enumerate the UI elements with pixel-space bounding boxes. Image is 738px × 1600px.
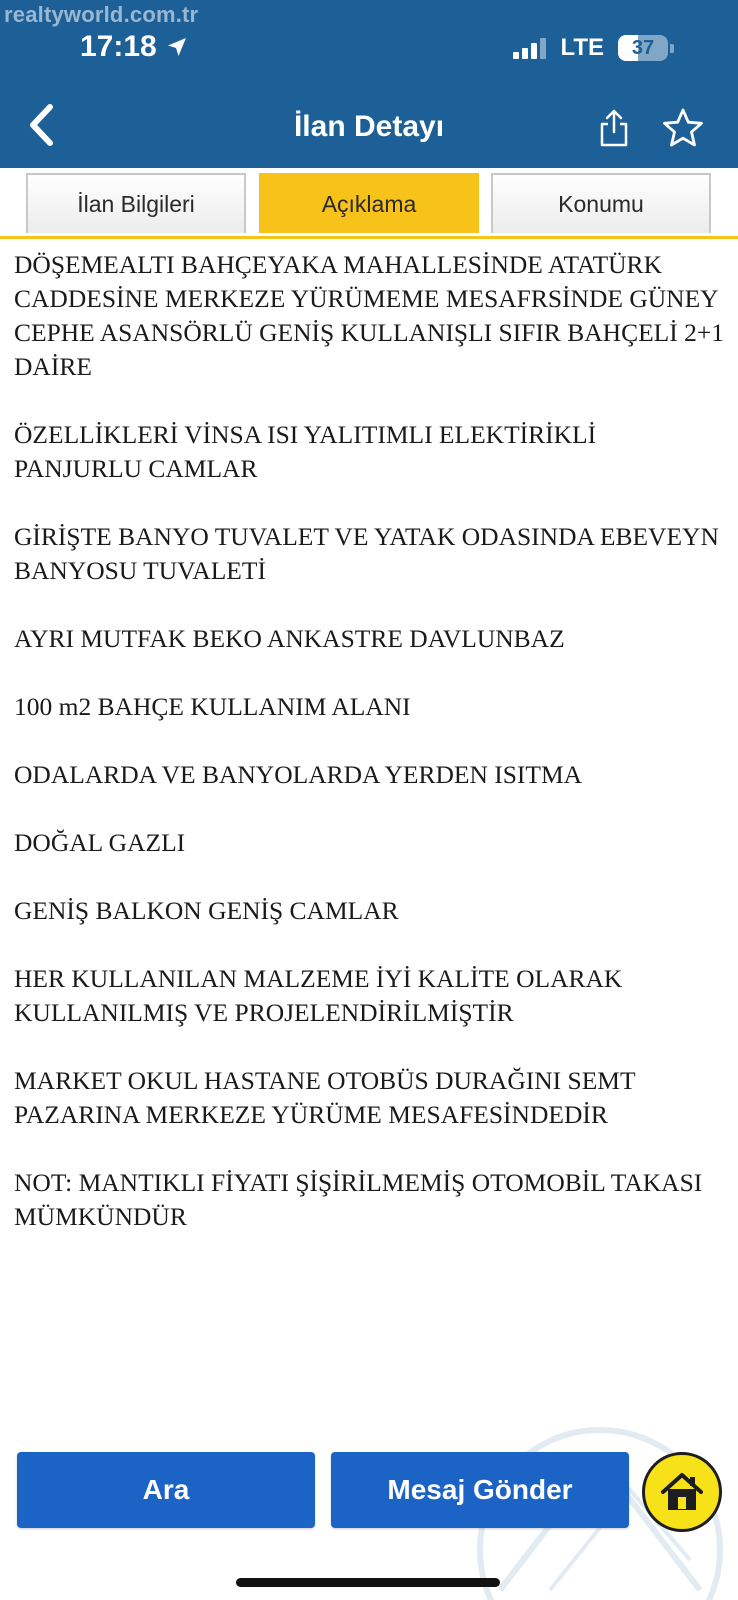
description-paragraph: NOT: MANTIKLI FİYATI ŞİŞİRİLMEMİŞ OTOMOBİL TAKASI MÜMKÜNDÜR — [14, 1168, 703, 1231]
home-button[interactable] — [642, 1452, 722, 1532]
nav-bar — [0, 92, 738, 166]
tab-ilan-bilgileri[interactable]: İlan Bilgileri — [26, 173, 246, 233]
tab-konumu[interactable]: Konumu — [491, 173, 711, 233]
home-icon — [657, 1467, 707, 1517]
home-indicator — [236, 1578, 500, 1587]
tab-bar — [0, 168, 738, 239]
description-paragraph: DOĞAL GAZLI — [14, 828, 186, 857]
tab-aciklama[interactable]: Açıklama — [259, 173, 479, 233]
battery-level: 37 — [631, 36, 655, 59]
description-paragraph: ODALARDA VE BANYOLARDA YERDEN ISITMA — [14, 760, 583, 789]
favorite-button[interactable] — [660, 104, 706, 152]
description-paragraph: ÖZELLİKLERİ VİNSA ISI YALITIMLI ELEKTİRİKLİ PANJURLU CAMLAR — [14, 420, 597, 483]
description-paragraph: MARKET OKUL HASTANE OTOBÜS DURAĞINI SEMT PAZARINA MERKEZE YÜRÜME MESAFESİNDEDİR — [14, 1066, 636, 1129]
battery-icon — [618, 35, 668, 61]
watermark: realtyworld.com.tr — [4, 2, 199, 27]
share-icon — [598, 108, 630, 148]
status-time-text: 17:18 — [80, 30, 157, 63]
network-label: LTE — [560, 34, 604, 61]
status-time — [80, 30, 189, 64]
description-paragraph: DÖŞEMEALTI BAHÇEYAKA MAHALLESİNDE ATATÜRK CADDESİNE MERKEZE YÜRÜMEME MESAFRSİNDE GÜNEY CEPHE ASANSÖRLÜ GENİŞ KULLANIŞLI SIFIR BAHÇELİ 2+1 DAİRE — [14, 250, 724, 381]
page-title: İlan Detayı — [293, 110, 445, 143]
app-header — [0, 0, 738, 168]
description-paragraph: AYRI MUTFAK BEKO ANKASTRE DAVLUNBAZ — [14, 624, 565, 653]
description-paragraph: GENİŞ BALKON GENİŞ CAMLAR — [14, 896, 399, 925]
signal-icon — [513, 37, 546, 59]
send-message-button[interactable]: Mesaj Gönder — [331, 1452, 629, 1528]
description-paragraph: HER KULLANILAN MALZEME İYİ KALİTE OLARAK KULLANILMIŞ VE PROJELENDİRİLMİŞTİR — [14, 964, 623, 1027]
call-button[interactable]: Ara — [17, 1452, 315, 1528]
description-paragraph: GİRİŞTE BANYO TUVALET VE YATAK ODASINDA EBEVEYN BANYOSU TUVALETİ — [14, 522, 719, 585]
location-arrow-icon — [165, 35, 189, 59]
description-paragraph: 100 m2 BAHÇE KULLANIM ALANI — [14, 692, 411, 721]
star-icon — [662, 107, 704, 149]
listing-description — [14, 248, 726, 1268]
share-button[interactable] — [592, 104, 636, 152]
status-indicators — [513, 34, 674, 62]
